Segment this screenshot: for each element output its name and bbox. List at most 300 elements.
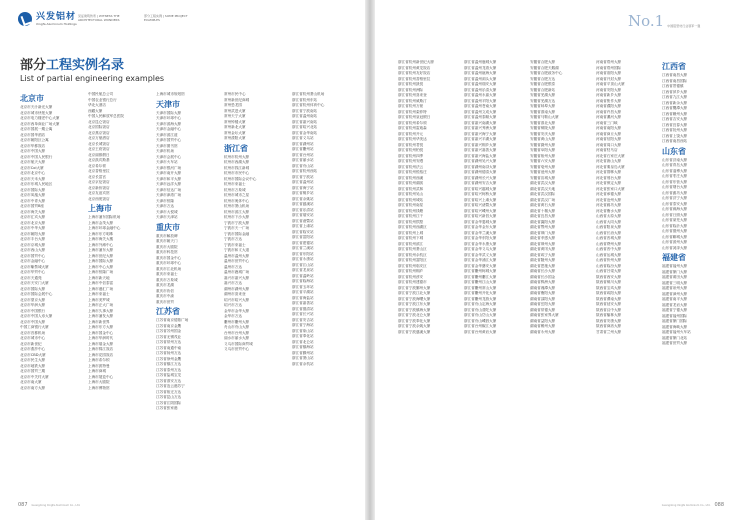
project-item: 河北省唐山大厦	[596, 159, 622, 163]
project-item: 河北省张家口大厦	[596, 186, 625, 191]
project-item: 北京市京城大厦	[20, 242, 46, 247]
project-item: 江西省赣州大厦	[662, 111, 688, 116]
project-item: 浙江省湖州南浔大厦	[464, 164, 497, 169]
project-item: 温州市万达	[224, 264, 242, 269]
project-item: 河北省秦皇岛大厦	[596, 164, 625, 169]
project-item: 安徽省亳州大厦	[530, 164, 556, 169]
project-item: 杭州市滨江大厦	[224, 209, 250, 214]
project-item: 安徽省淮北大厦	[530, 120, 556, 125]
project-item: 北京市西山大厦	[20, 248, 46, 252]
project-item: 常州市民中心	[224, 92, 246, 96]
project-item: 江苏省徐州金鹰	[156, 356, 182, 361]
project-item: 北京市国际会展中心	[20, 292, 53, 296]
project-item: 福建省厦门大厦	[662, 269, 688, 274]
project-item: 浙江省杭州上城	[398, 230, 424, 235]
project-item: 浙江省金华婺城大厦	[464, 219, 497, 224]
title-en: List of partial engineering examples	[20, 74, 165, 83]
project-item: 北京市朝阳区公寓	[20, 138, 49, 142]
project-item: 北京市CBD大厦	[20, 352, 46, 357]
project-item: 天津市大悦城	[156, 209, 178, 214]
project-item: 浙江省衢州柯城大厦	[464, 269, 497, 273]
project-item: 浙江省舟山普陀大厦	[464, 307, 497, 312]
project-item: 浙江省杭州建德市	[398, 280, 427, 284]
project-item: 福建省厦门国际	[662, 319, 688, 323]
brand-logo-text	[36, 13, 77, 26]
project-item: 北京昆仑饭店	[88, 119, 110, 124]
project-item: 浙江省嘉兴桐乡大厦	[464, 142, 497, 147]
project-item: 山东省青岛大厦	[662, 163, 688, 167]
project-item: 江西省上饶大厦	[662, 133, 688, 138]
project-item: 湖北省襄阳大厦	[530, 219, 556, 224]
project-item: 浙江省宁波站	[292, 174, 314, 179]
project-item: 湖南省株洲大厦	[530, 280, 556, 284]
project-item: 常州恐龙园	[224, 103, 242, 107]
project-item: 宁波市宁波大厦	[224, 220, 250, 225]
project-item: 常州新世纪商城	[224, 97, 250, 102]
project-item: 天津市万达	[156, 204, 174, 208]
project-item: 北京希尔顿	[88, 163, 106, 168]
project-item: 浙江省嘉兴嘉善大厦	[464, 148, 497, 152]
project-item: 浙江省绍兴嵊州大厦	[464, 208, 497, 213]
project-item: 重庆市世贸	[156, 299, 174, 304]
project-item: 北京市汇宾大厦	[20, 215, 46, 219]
project-item: 浙江省东阳站	[292, 251, 314, 256]
project-item: 浙江省奉化站	[292, 334, 314, 338]
project-item: 浙江省绍兴越城大厦	[464, 186, 497, 191]
project-item: 重庆市环球中心	[156, 261, 182, 265]
project-item: 北京京伦饭店	[88, 180, 110, 184]
project-item: 北京市丰台大厦	[20, 237, 46, 241]
project-item: 湖南省益阳大厦	[530, 318, 556, 323]
region-heading: 重庆市	[156, 222, 180, 232]
project-item: 浙江省宁波南站	[292, 108, 318, 113]
project-column	[20, 92, 82, 391]
project-item: 浙江省杭州安缦	[398, 159, 424, 163]
brand-name-en: Xingfa Aluminium Holdings	[36, 21, 77, 26]
project-item: 安徽省池州大厦	[530, 170, 556, 174]
project-item: 湖南省衡阳大厦	[530, 291, 556, 295]
project-item: 浙江省宁波奉化大厦	[398, 318, 431, 323]
project-item: 浙江省杭州威斯汀	[398, 98, 427, 103]
project-item: 浙江省杭州索菲特	[398, 109, 427, 114]
project-item: 浙江省金华义乌大厦	[464, 247, 497, 251]
project-item: 山西省大同大厦	[596, 219, 622, 224]
project-item: 北京市望京大厦	[20, 297, 46, 302]
project-item: 陕西省西安大厦	[596, 274, 622, 279]
project-item: 陕西省铜川大厦	[596, 280, 622, 284]
project-item: 天津市国际大厦	[156, 110, 182, 115]
left-footer-note: Guangdong Xingfa Aluminium Co., Ltd.	[31, 503, 81, 507]
project-item: 湖南省郴州大厦	[530, 324, 556, 328]
project-item: 北京市南方大厦	[20, 385, 46, 390]
project-item: 杭州市西湖大厦	[224, 160, 250, 164]
project-item: 重庆市江北机场	[156, 266, 182, 271]
project-item: 山东省滨州大厦	[662, 240, 688, 244]
project-item: 江西省南昌国际	[662, 78, 688, 83]
project-item: 北京市国贸B座	[20, 204, 45, 208]
project-item: 浙江省永康站	[292, 257, 314, 261]
project-item: 上海市新世界	[88, 319, 110, 324]
project-item: 浙江省镇海站	[292, 345, 314, 349]
header-tag-2: 部分工程实例 | SOME PROJECT EXAMPLES	[144, 14, 188, 22]
project-item: 浙江省杭州萧山机场	[292, 92, 325, 96]
project-item: 浙江省杭州体育中心	[292, 103, 325, 107]
project-item: 浙江省临安站	[292, 229, 314, 234]
project-item: 湖南省湘潭大厦	[530, 285, 556, 290]
project-item: 浙江省瑞安站	[292, 213, 314, 217]
project-item: 湖南省常德大厦	[530, 307, 556, 312]
project-item: 上海市浦发大厦	[88, 314, 114, 318]
project-item: 湖北省荆州大厦	[530, 241, 556, 246]
project-item: 河南省安阳大厦	[596, 87, 622, 92]
project-item: 浙江省衢州站	[292, 147, 314, 151]
project-item: 浙江省杭州洲际	[398, 87, 424, 92]
project-item: 浙江省杭州凯悦	[398, 82, 424, 86]
project-item: 福建省龙岩大厦	[662, 302, 688, 307]
project-item: 山西省晋城大厦	[596, 236, 622, 240]
project-item: 重庆市来福士	[156, 272, 178, 276]
project-item: 浙江省杭州喜来登	[398, 93, 427, 97]
region-heading: 江西省	[662, 62, 686, 71]
project-item: 杭州市城市之星	[224, 193, 250, 197]
project-item: 浙江省金华磐安大厦	[464, 263, 497, 268]
page-gutter	[365, 0, 375, 520]
title-cn-prefix: 部分	[20, 58, 47, 73]
project-item: 北京市西单商业广场大厦	[20, 121, 60, 126]
project-item: 温州市鹿城广场	[224, 270, 250, 274]
project-item: 浙江省海盐站	[292, 295, 314, 300]
project-item: 浙江省温州瑞安大厦	[464, 82, 497, 86]
project-item: 浙江省杭州城站	[398, 197, 424, 202]
project-item: 安徽省安庆大厦	[530, 131, 556, 136]
project-item: 浙江省象山站	[292, 328, 314, 333]
project-item: 浙江省温州瓯海大厦	[464, 71, 497, 75]
project-item: 安徽省滁州大厦	[530, 142, 556, 147]
project-item: 浙江省杭州希尔顿	[398, 120, 427, 125]
project-item: 重庆市科技馆	[156, 250, 178, 254]
project-item: 江西省九江大厦	[662, 95, 688, 99]
project-item: 常州钟楼大厦	[224, 119, 246, 124]
project-item: 天津市南开大厦	[156, 171, 182, 175]
project-item: 福建省宁德大厦	[662, 308, 688, 312]
project-item: 北京凯宾斯基	[88, 158, 110, 162]
project-item: 浙江省衢州常山大厦	[464, 285, 497, 290]
project-item: 浙江省龙泉站	[292, 268, 314, 272]
project-item: 浙江省台州黄岩大厦	[464, 329, 497, 334]
project-item: 浙江省宁波江东大厦	[398, 302, 431, 306]
brand-name-cn: 兴发铝材	[36, 11, 77, 22]
right-footer-note: Guangdong Xingfa Aluminium Co., Ltd.	[661, 503, 711, 507]
project-item: 浙江省杭州君悦	[398, 142, 424, 147]
project-item: 河北省沧州大厦	[596, 197, 622, 202]
region-heading: 上海市	[88, 204, 112, 213]
project-item: 上海市海关大楼	[88, 237, 114, 241]
project-item: 浙江省杭州吴山	[398, 192, 424, 196]
project-item: 北京市东城人民地区	[20, 182, 53, 186]
project-item: 浙江省绍兴新昌大厦	[464, 214, 497, 218]
project-item: 温州市世贸中心	[224, 259, 250, 263]
project-item: 上海市环球金融中心	[88, 226, 121, 230]
project-item: 上海市国际大厦	[88, 259, 114, 263]
project-item: 北京市中国大厦	[20, 319, 46, 324]
project-item: 浙江省丽水站	[292, 158, 314, 162]
header-tags	[78, 14, 204, 22]
project-item: 浙江省海宁站	[292, 185, 314, 190]
project-item: 浙江省宁波余姚大厦	[398, 324, 431, 328]
project-item: 湖北省武汉国际	[530, 192, 556, 196]
project-item: 上海市博物馆	[88, 385, 110, 390]
project-item: 义乌市国际商贸城	[224, 341, 253, 346]
project-item: 浙江省杭州湖滨	[398, 181, 424, 185]
project-item: 北京香格里拉	[88, 169, 110, 173]
project-item: 北京市华都饭店	[20, 143, 46, 148]
project-item: 河南省周口大厦	[596, 142, 622, 147]
project-item: 上海市世纪大厦	[88, 253, 114, 258]
project-item: 河南省信阳大厦	[596, 137, 622, 141]
project-item: 湖北省武汉天地	[530, 186, 556, 191]
project-item: 甘肃省兰州大厦	[596, 329, 622, 334]
project-item: 江苏省南通中南	[156, 345, 182, 350]
project-item: 江西省抚州大厦	[662, 128, 688, 132]
project-item: 上海市大剧院	[88, 380, 110, 384]
project-item: 河南省开封大厦	[596, 76, 622, 81]
project-item: 福建省海峡大厦	[662, 324, 688, 329]
project-item: 北京长富宫	[88, 174, 106, 179]
project-item: 重庆市龙湖	[156, 283, 174, 287]
project-item: 浙江省玉环站	[292, 284, 314, 289]
region-heading: 福建省	[662, 253, 686, 262]
project-item: 江苏省泰州万达	[156, 367, 182, 372]
project-item: 浙江省杭州悦榕庄	[398, 170, 427, 174]
project-item: 浙江省杭州下城	[398, 236, 424, 240]
project-item: 天津市津湾广场	[156, 193, 182, 197]
project-item: 浙江省杭州淳安	[398, 274, 424, 279]
project-item: 华北大酒店	[88, 103, 106, 107]
project-item: 浙江省温州永嘉大厦	[464, 93, 497, 97]
project-item: 浙江省长兴站	[292, 312, 314, 316]
project-column	[662, 60, 724, 347]
project-item: 北京市民生大厦	[20, 358, 46, 362]
project-item: 上海市东方明珠	[88, 231, 114, 236]
project-item: 北京市电力楼老中心大厦	[20, 116, 60, 120]
project-item: 福建省莆田大厦	[662, 275, 688, 279]
project-item: 山西省运城大厦	[596, 252, 622, 257]
project-item: 北京市天禾大厦	[20, 176, 46, 181]
project-item: 湖南省邵阳大厦	[530, 296, 556, 301]
project-item: 山东省淄博大厦	[662, 168, 688, 173]
project-item: 北京市朝阳大厦	[20, 231, 46, 236]
project-item: 山西省朔州大厦	[596, 241, 622, 246]
project-item: 北京市地铁大厦	[20, 363, 46, 368]
brand-logo-icon	[18, 12, 32, 26]
project-item: 安徽省蚌埠大厦	[530, 104, 556, 108]
project-item: 浙江省宁波镇海大厦	[398, 307, 431, 312]
project-item: 浙江省绍兴柯桥大厦	[464, 192, 497, 196]
project-item: 重庆市中渝	[156, 294, 174, 298]
project-item: 常州武进大厦	[224, 108, 246, 113]
project-item: 北京市城市快报大厦	[20, 110, 53, 115]
project-item: 湖北省武汉广场	[530, 197, 556, 202]
project-item: 福建省世贸大厦	[662, 341, 688, 345]
project-item: 浙江省温州平阳大厦	[464, 98, 497, 103]
project-item: 北京市Col大厦	[20, 165, 44, 170]
project-item: 浙江省杭州皇冠假日	[398, 115, 431, 119]
project-item: 北京市海关大厦	[20, 209, 46, 214]
project-item: 浙江省桐乡站	[292, 191, 314, 195]
project-item: 江西省南昌大厦	[662, 73, 688, 77]
project-item: 浙江省金华金东大厦	[464, 225, 497, 229]
project-item: 福建省三明大厦	[662, 280, 688, 285]
project-item: 北京市航天大厦	[20, 160, 46, 164]
project-item: 上海市正大广场	[88, 303, 114, 307]
project-item: 北京市紫禁城大厦	[20, 264, 49, 269]
project-item: 浙江省杭州法云	[398, 164, 424, 169]
project-item: 杭州市奥体中心	[224, 198, 250, 203]
project-item: 天津市图书馆	[156, 143, 178, 148]
project-item: 江苏省张家港	[156, 406, 178, 410]
project-item: 西藏大厦	[88, 108, 103, 113]
project-item: 江苏省江阴国际	[156, 400, 182, 405]
project-item: 浙江省兰溪站	[292, 246, 314, 250]
project-item: 上海市展览中心	[88, 374, 114, 379]
project-item: 山东省枣庄大厦	[662, 174, 688, 178]
project-item: 江苏省镇江万达	[156, 362, 182, 366]
project-item: 浙江省嘉兴秀洲大厦	[464, 126, 497, 130]
project-item: 浙江省温州南站	[292, 114, 318, 118]
project-item: 山西省临汾大厦	[596, 263, 622, 268]
project-item: 北京市中关村大厦	[20, 374, 49, 379]
project-item: 杭州市国际会议中心	[224, 176, 257, 181]
project-item: 浙江省衢州江山大厦	[464, 280, 497, 284]
project-item: 浙江省杭州武林	[398, 186, 424, 191]
project-item: 浙江省嘉兴平湖大厦	[464, 137, 497, 141]
project-item: 安徽省芜湖大厦	[530, 93, 556, 97]
project-item: 河南省三门峡	[596, 120, 618, 125]
project-column	[530, 60, 592, 335]
page-title	[20, 58, 164, 83]
project-item: 山西省长治大厦	[596, 230, 622, 235]
project-item: 浙江省北仑站	[292, 339, 314, 344]
project-item: 湖北省黄冈大厦	[530, 247, 556, 251]
project-column	[156, 92, 218, 412]
project-item: 山东省威海大厦	[662, 207, 688, 211]
project-item: 浙江省衢州衢江大厦	[464, 274, 497, 279]
project-item: 杭州市万象城	[224, 187, 246, 192]
project-item: 浙江省金华南站	[292, 130, 318, 135]
project-item: 江苏省扬州万达	[156, 351, 182, 355]
project-item: 浙江省杭州华美达	[398, 137, 427, 141]
project-item: 江西省宜春大厦	[662, 122, 688, 127]
left-footer	[18, 502, 80, 508]
project-item: 江西省鹰潭大厦	[662, 106, 688, 110]
project-item: 安徽省合肥天鹅湖	[530, 65, 559, 70]
project-item: 浙江省杭州桐庐	[398, 269, 424, 273]
project-item: 浙江省绍兴北站	[292, 125, 318, 129]
project-item: 浙江省杭州拱墅	[398, 219, 424, 224]
project-item: 浙江省鄞州站	[292, 350, 314, 355]
project-item: 浙江省余杭站	[292, 361, 314, 366]
project-item: 北京市天汁新光大厦	[20, 105, 53, 109]
project-item: 安徽省芜湖万达	[530, 98, 556, 103]
project-item: 金华市金华大厦	[224, 308, 250, 313]
project-item: 福建省福州大厦	[662, 264, 688, 268]
right-header-sub: 中国铝型材行业领军一强	[667, 24, 701, 28]
project-item: 上海市国金中心	[88, 330, 114, 335]
project-item: 杭州市来福士	[224, 182, 246, 186]
project-item: 浙江省湖州德清大厦	[464, 170, 497, 174]
project-item: 河北省邯郸大厦	[596, 170, 622, 174]
project-item: 浙江省杭州黄龙饭店	[398, 65, 431, 70]
project-item: 浙江省杭州滨江	[398, 241, 424, 246]
project-item: 浙江省杭州东站	[292, 97, 318, 102]
project-item: 陕西省榆林大厦	[596, 313, 622, 317]
project-item: 浙江省湖州吴兴大厦	[464, 159, 497, 163]
project-item: 浙江省湖州长兴大厦	[464, 175, 497, 180]
project-item: 湖北省咸宁大厦	[530, 252, 556, 257]
project-item: 江西省景德镇	[662, 84, 684, 88]
project-item: 浙江省杭州南星	[398, 203, 424, 207]
project-item: 浙江省宁波江北大厦	[398, 291, 431, 295]
project-item: 浙江省金华浦江大厦	[464, 258, 497, 262]
right-page-number: 088	[714, 502, 724, 508]
project-item: 上海市浦东国际机场	[88, 215, 121, 219]
project-item: 河南省许昌大厦	[596, 109, 622, 114]
project-item: 北京市天通苑	[20, 275, 42, 280]
project-item: 浙江省温州站	[292, 180, 314, 184]
project-item: 浙江省宁波海曙大厦	[398, 296, 431, 301]
project-item: 宁波市来福士	[224, 242, 246, 247]
project-item: 浙江省绍兴诸暨大厦	[464, 203, 497, 207]
project-item: 山东省菏泽大厦	[662, 245, 688, 250]
project-item: 浙江省杭州富阳区	[398, 258, 427, 262]
project-item: 天津市银河广场	[156, 165, 182, 170]
project-item: 浙江省金华兰溪大厦	[464, 230, 497, 235]
project-item: 北京市中国大厦	[20, 149, 46, 153]
project-item: 天津市信达广场	[156, 187, 182, 192]
project-item: 杭州市萧山机场	[224, 204, 250, 208]
project-item: 河北省承德大厦	[596, 192, 622, 196]
project-item: 杭州市杭州大厦	[224, 154, 250, 159]
project-item: 浙江省温州文成大厦	[464, 109, 497, 114]
project-item: 浙江省舟山站	[292, 163, 314, 168]
project-item: 安徽省阜阳大厦	[530, 148, 556, 152]
region-heading: 山东省	[662, 146, 686, 156]
project-item: 河南省郑州大厦	[596, 60, 622, 64]
project-item: 浙江省慈溪站	[292, 202, 314, 206]
project-item: 中国农业银行总行	[88, 97, 117, 102]
project-item: 绍兴市绍兴大厦	[224, 297, 250, 302]
project-item: 上海市希尔顿	[88, 358, 110, 362]
project-column	[398, 60, 460, 335]
project-item: 中国工商银行大厦	[20, 325, 49, 329]
project-item: 河北省衡水大厦	[596, 208, 622, 213]
project-item: 浙江省乐清站	[292, 207, 314, 212]
project-item: 杭州市市民中心	[224, 171, 250, 175]
project-item: 上海市商城	[88, 369, 106, 373]
project-item: 上海市中心大厦	[88, 264, 114, 269]
project-item: 江苏省连云港苏宁	[156, 384, 185, 388]
project-item: 北京市南大厦	[20, 380, 42, 384]
project-item: 河南省焦作大厦	[596, 98, 622, 103]
project-item: 上海市华润时代	[88, 336, 114, 340]
project-item: 北京王府饭店	[88, 147, 110, 151]
project-item: 金华市万达	[224, 314, 242, 318]
project-item: 安徽省合肥大厦	[530, 60, 556, 64]
project-item: 中国人民解放军总医院	[88, 114, 124, 118]
left-page-number: 087	[18, 502, 28, 508]
project-item: 北京市金融中心	[20, 259, 46, 263]
project-item: 浙江省杭州西溪	[398, 175, 424, 180]
